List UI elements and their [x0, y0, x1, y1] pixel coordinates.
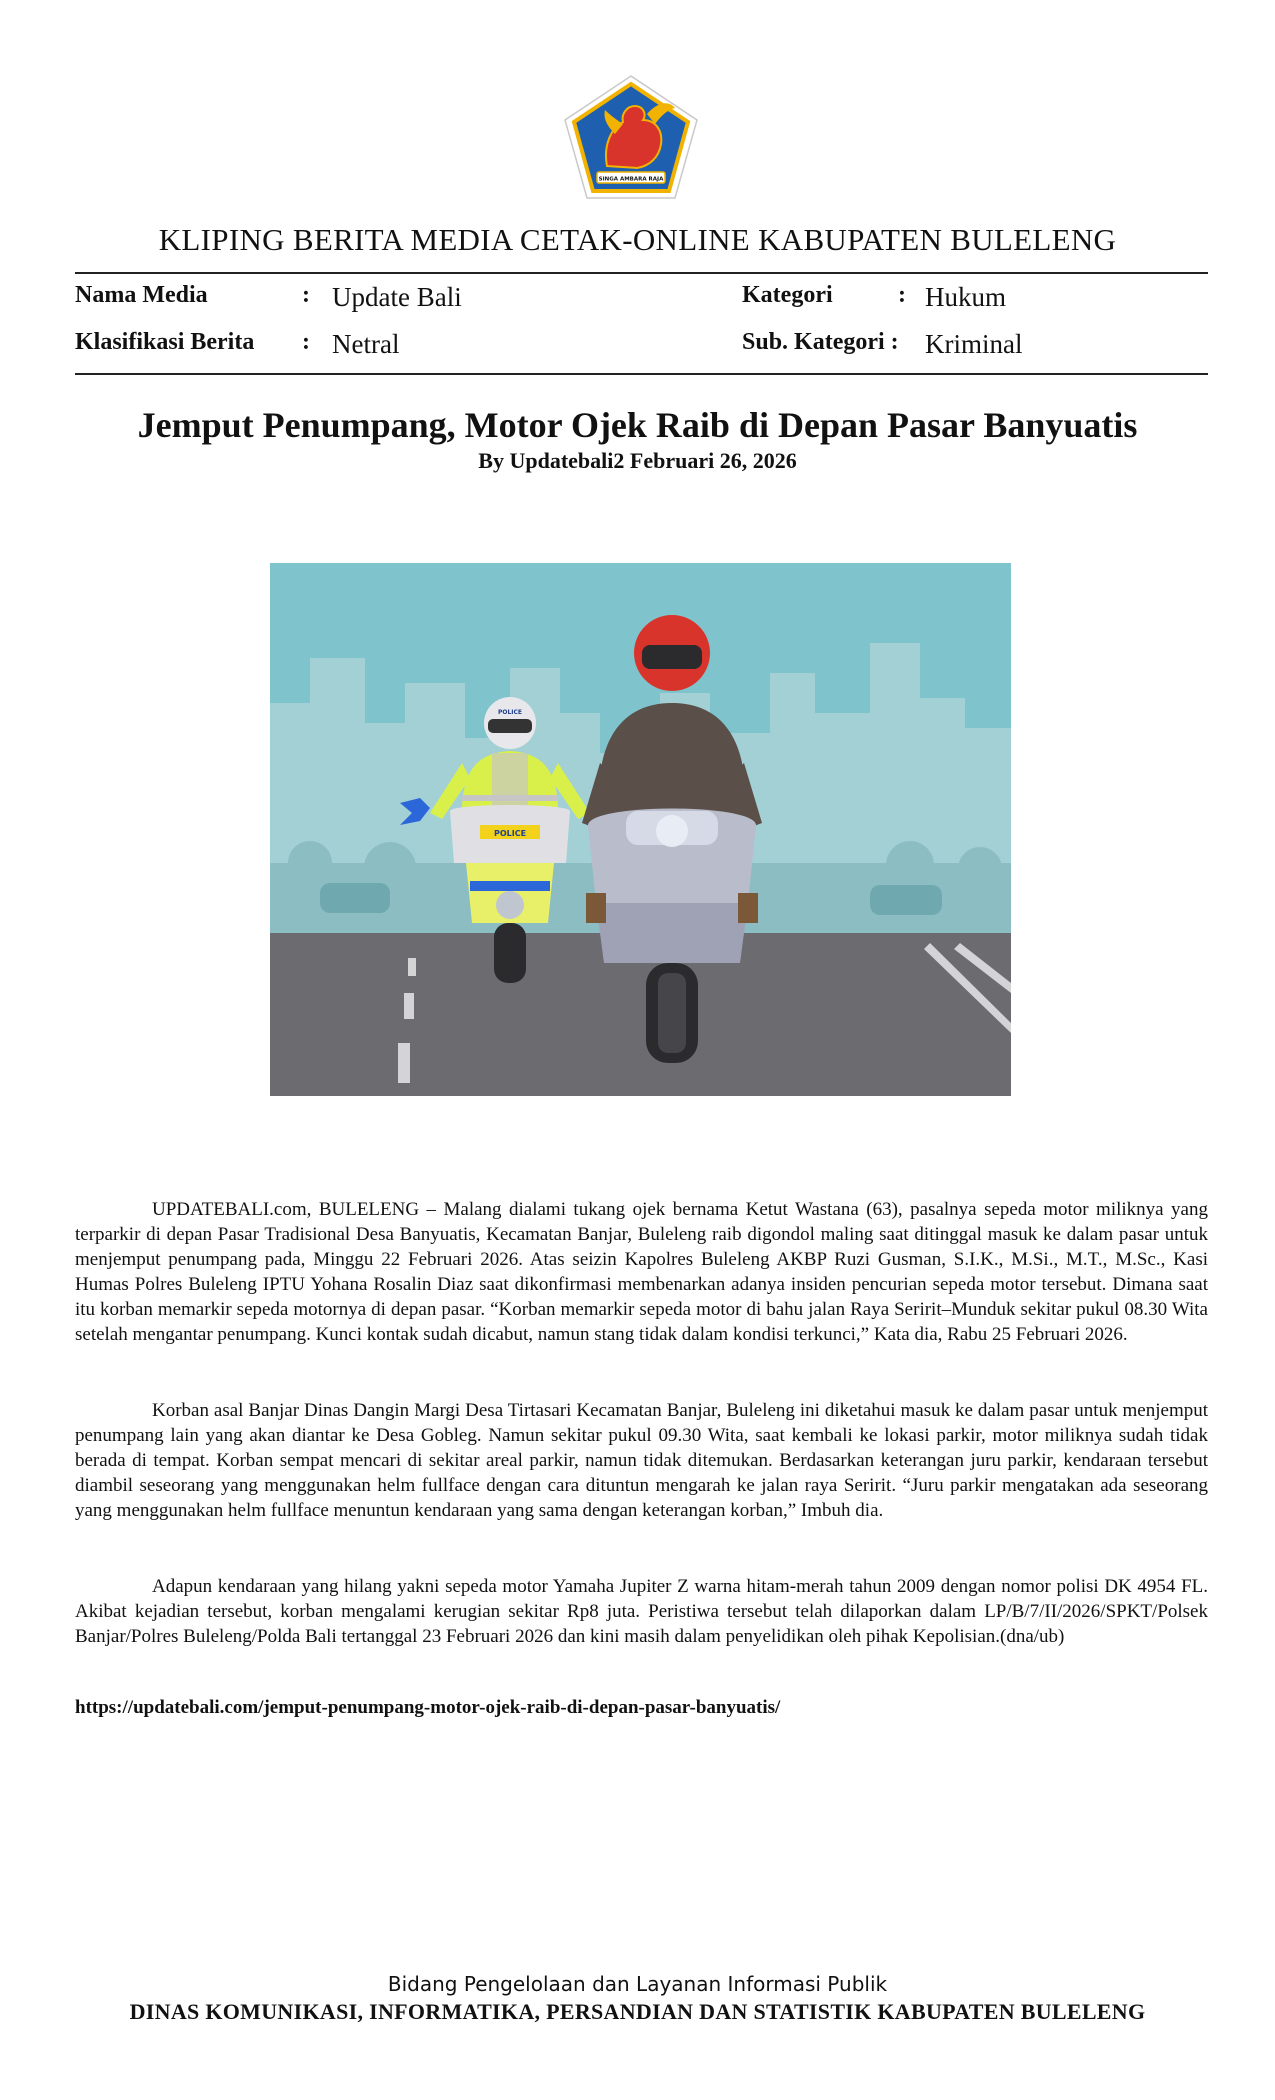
- motorcycle-illustration: [270, 563, 1011, 1096]
- klasifikasi-value: Netral: [332, 329, 400, 359]
- kategori-value: Hukum: [925, 282, 1006, 312]
- article-byline: By Updatebali2 Februari 26, 2026: [478, 448, 797, 473]
- footer-department: Bidang Pengelolaan dan Layanan Informasi Publik: [387, 1972, 888, 1996]
- article-paragraph-3: Adapun kendaraan yang hilang yakni sepeda motor Yamaha Jupiter Z warna hitam-merah tahun 2009 dengan nomor polisi DK 4954 FL. Akibat kejadian tersebut, korban mengalami kerugian sekitar Rp8 juta. Peristiwa tersebut telah dilaporkan dalam LP/B/7/II/2026/SPKT/Polsek Banjar/Polres Buleleng/Polda Bali tertanggal 23 Februari 2026 dan kini masih dalam penyelidikan oleh pihak Kepolisian.(dna/ub): [75, 1576, 1208, 1647]
- article-headline: Jemput Penumpang, Motor Ojek Raib di Depan Pasar Banyuatis: [137, 405, 1138, 445]
- police-helmet-label: POLICE: [497, 709, 523, 716]
- sub-kategori-value: Kriminal: [925, 329, 1023, 359]
- emblem-motto: SINGA AMBARA RAJA: [598, 176, 664, 183]
- media-value: Update Bali: [332, 282, 462, 312]
- klasifikasi-label: Klasifikasi Berita: [75, 329, 255, 355]
- media-colon: :: [302, 282, 310, 308]
- article-paragraph-1: UPDATEBALI.com, BULELENG – Malang dialami tukang ojek bernama Ketut Wastana (63), pasalnya sepeda motor miliknya yang terparkir di depan Pasar Tradisional Desa Banyuatis, Kecamatan Banjar, Buleleng raib digondol maling saat ditinggal masuk ke dalam pasar untuk menjemput penumpang pada, Minggu 22 Februari 2026. Atas seizin Kapolres Buleleng AKBP Ruzi Gusman, S.I.K., M.Si., M.T., M.Sc., Kasi Humas Polres Buleleng IPTU Yohana Rosalin Diaz saat dikonfirmasi membenarkan adanya insiden pencurian sepeda motor tersebut. Dimana saat itu korban memarkir sepeda motornya di depan pasar. “Korban memarkir sepeda motor di bahu jalan Raya Seririt–Munduk sekitar pukul 08.30 Wita setelah mengantar penumpang. Kunci kontak sudah dicabut, namun stang tidak dalam kondisi terkunci,” Kata dia, Rabu 25 Februari 2026.: [75, 1199, 1208, 1345]
- buleleng-emblem-logo: [563, 74, 699, 200]
- document-title: KLIPING BERITA MEDIA CETAK-ONLINE KABUPATEN BULELENG: [158, 222, 1117, 257]
- article-paragraph-2: Korban asal Banjar Dinas Dangin Margi Desa Tirtasari Kecamatan Banjar, Buleleng ini diketahui masuk ke dalam pasar untuk menjemput penumpang lain yang akan diantar ke Desa Gobleg. Namun sekitar pukul 09.30 Wita, saat kembali ke lokasi parkir, motor miliknya sudah tidak berada di tempat. Korban sempat mencari di sekitar areal parkir, namun tidak ditemukan. Berdasarkan keterangan juru parkir, kendaraan tersebut diambil seseorang yang menggunakan helm fullface dengan cara dituntun mengarah ke jalan raya Seririt. “Juru parkir mengatakan ada seseorang yang menggunakan helm fullface menuntun kendaraan yang sama dengan keterangan korban,” Imbuh dia.: [75, 1400, 1208, 1521]
- kategori-colon: :: [898, 282, 906, 308]
- police-bike-label: POLICE: [493, 829, 527, 838]
- kategori-label: Kategori: [742, 282, 833, 308]
- source-url-link[interactable]: https://updatebali.com/jemput-penumpang-motor-ojek-raib-di-depan-pasar-banyuatis/: [75, 1697, 781, 1718]
- header-top-rule: [75, 272, 1208, 274]
- klasifikasi-colon: :: [302, 329, 310, 355]
- sub-kategori-label: Sub. Kategori :: [742, 329, 899, 355]
- media-label: Nama Media: [75, 282, 208, 308]
- footer-agency: DINAS KOMUNIKASI, INFORMATIKA, PERSANDIAN DAN STATISTIK KABUPATEN BULELENG: [129, 1999, 1146, 2024]
- header-bottom-rule: [75, 373, 1208, 375]
